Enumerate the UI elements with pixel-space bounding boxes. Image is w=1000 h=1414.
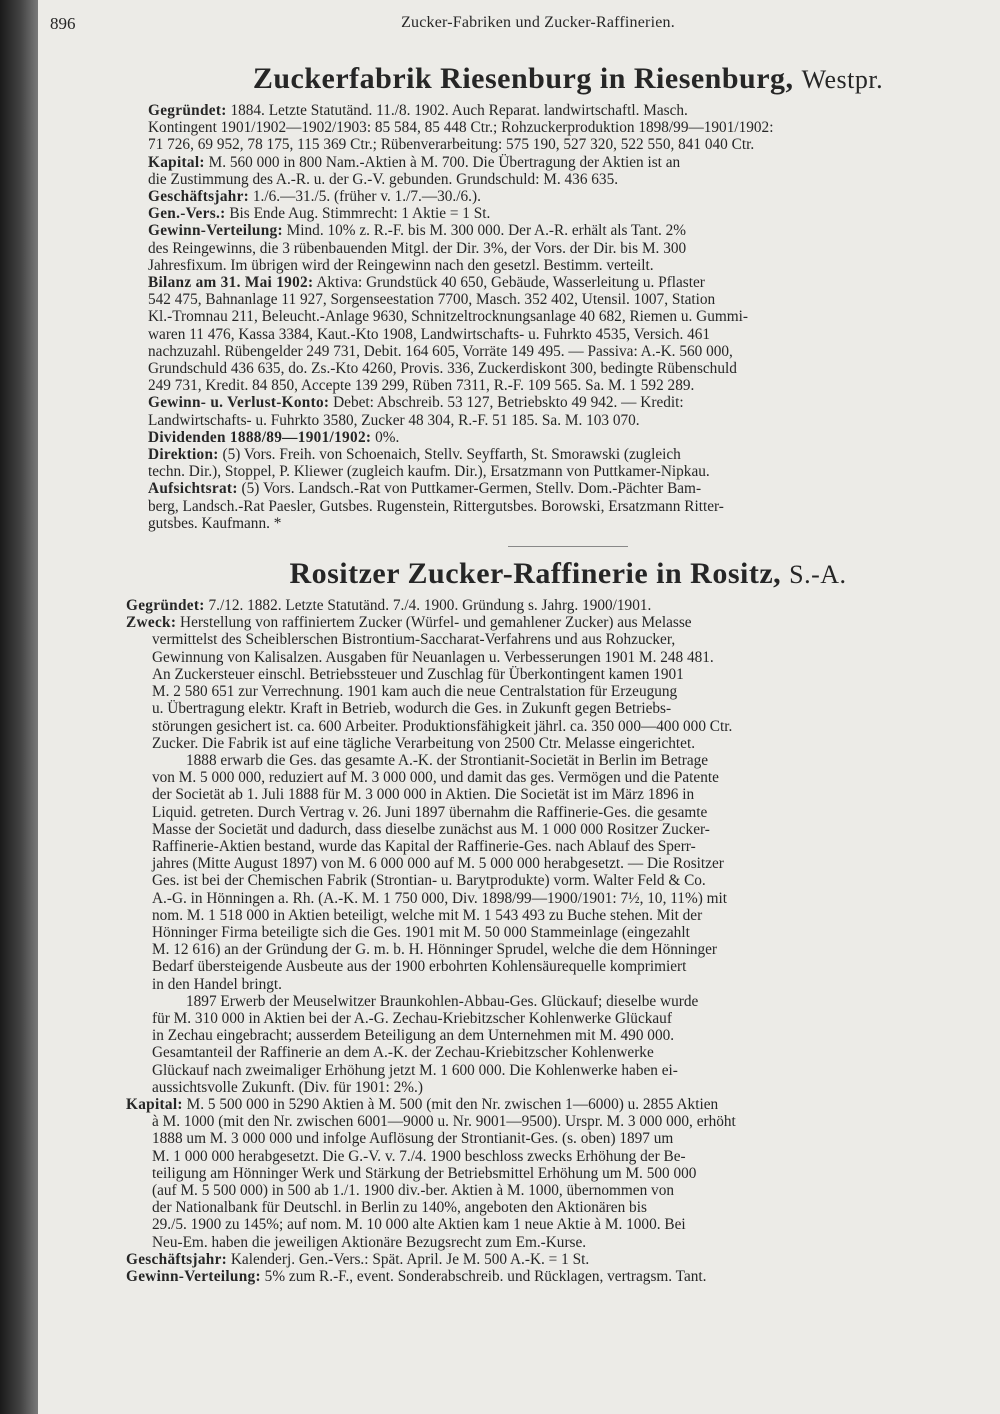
text-line [126, 1010, 998, 1027]
field-text: Bis Ende Aug. Stimmrecht: 1 Aktie = 1 St. [225, 205, 491, 223]
field-text: von M. 5 000 000, reduziert auf M. 3 000 000, und damit das ges. Vermögen und die Patente [152, 769, 719, 787]
entry-riesenburg [148, 102, 998, 532]
text-line [126, 890, 998, 907]
page-number: 896 [50, 14, 76, 33]
field-label: Aufsichtsrat: [148, 480, 238, 498]
text-line [148, 205, 998, 222]
field-text: M. 1 000 000 herabgesetzt. Die G.-V. v. 7./4. 1900 beschloss zwecks Erhöhung der Be- [152, 1147, 686, 1165]
company-title-rositz [138, 557, 998, 591]
text-line [126, 1182, 998, 1199]
text-line [148, 308, 998, 325]
text-line [126, 855, 998, 872]
company-name: Rositzer Zucker-Raffinerie in Rositz, [289, 557, 782, 591]
entry-rositz [126, 597, 998, 1285]
field-text: Herstellung von raffiniertem Zucker (Würfel- und gemahlener Zucker) aus Melasse [176, 614, 692, 632]
text-line [148, 429, 998, 446]
field-text: gutsbes. Kaufmann. * [148, 514, 282, 532]
text-line [126, 769, 998, 786]
text-line [126, 718, 998, 735]
field-text: vermittelst des Scheiblerschen Bistrontium-Saccharat-Verfahrens und aus Rohzucker, [152, 631, 676, 649]
field-text: M. 2 580 651 zur Verrechnung. 1901 kam auch die neue Centralstation für Erzeugung [152, 683, 678, 701]
field-text: à M. 1000 (mit den Nr. zwischen 6001—9000 u. Nr. 9001—9500). Urspr. M. 3 000 000, erhöht [152, 1113, 736, 1131]
field-text: die Zustimmung des A.-R. u. der G.-V. gebunden. Grundschuld: M. 436 635. [148, 170, 619, 188]
field-text: 7./12. 1882. Letzte Statutänd. 7./4. 1900. Gründung s. Jahrg. 1900/1901. [204, 597, 652, 615]
field-label: Geschäftsjahr: [126, 1250, 228, 1268]
field-text: A.-G. in Hönningen a. Rh. (A.-K. M. 1 750 000, Div. 1898/99—1900/1901: 7½, 10, 11%) mit [152, 889, 728, 907]
text-line [126, 838, 998, 855]
field-label: Gewinn-Verteilung: [126, 1268, 261, 1285]
field-text: (5) Vors. Freih. von Schoenaich, Stellv. Seyffarth, St. Smorawski (zugleich [218, 446, 681, 464]
field-text: der Societät ab 1. Juli 1888 für M. 3 000 000 in Aktien. Die Societät ist im März 1896 in [152, 786, 695, 804]
field-label: Kapital: [148, 153, 205, 171]
text-line [148, 188, 998, 205]
field-text: 1888 um M. 3 000 000 und infolge Auflösung der Strontianit-Ges. (s. oben) 1897 um [152, 1130, 674, 1148]
field-label: Direktion: [148, 446, 219, 464]
text-line [126, 683, 998, 700]
field-text: Zucker. Die Fabrik ist auf eine tägliche Verarbeitung von 2500 Ctr. Melasse eingerichtet. [152, 734, 696, 752]
field-text: waren 11 476, Kassa 3384, Kaut.-Kto 1908, Landwirtschafts- u. Fuhrkto 4535, Versich. 461 [148, 325, 711, 343]
text-line [126, 597, 998, 614]
text-line [126, 1216, 998, 1233]
text-line [126, 649, 998, 666]
text-line [148, 394, 998, 411]
text-line [148, 515, 998, 532]
text-line [126, 666, 998, 683]
field-label: Gegründet: [126, 597, 205, 615]
field-text: 1884. Letzte Statutänd. 11./8. 1902. Auch Reparat. landwirtschaftl. Masch. [226, 102, 688, 119]
field-text: störungen gesichert ist. ca. 600 Arbeiter. Produktionsfähigkeit jährl. ca. 350 000—400 000 Ctr. [152, 717, 733, 735]
page-content [50, 14, 998, 1285]
text-line [126, 993, 998, 1010]
text-line [126, 1165, 998, 1182]
field-text: 71 726, 69 952, 78 175, 115 369 Ctr.; Rübenverarbeitung: 575 190, 527 320, 522 550, 841 040 Ctr. [148, 136, 755, 154]
field-label: Bilanz am 31. Mai 1902: [148, 274, 314, 292]
text-line [126, 1079, 998, 1096]
field-text: techn. Dir.), Stoppel, P. Kliewer (zugleich kaufm. Dir.), Ersatzmann von Puttkamer-Nipkau. [148, 463, 710, 481]
text-line [126, 1251, 998, 1268]
text-line [126, 1234, 998, 1251]
field-text: M. 5 500 000 in 5290 Aktien à M. 500 (mit den Nr. zwischen 1—6000) u. 2855 Aktien [182, 1095, 719, 1113]
field-text: für M. 310 000 in Aktien bei der A.-G. Zechau-Kriebitzscher Kohlenwerke Glückauf [152, 1009, 672, 1027]
field-label: Gewinn-Verteilung: [148, 222, 283, 240]
text-line [126, 924, 998, 941]
book-binding [0, 0, 38, 1414]
text-line [148, 222, 998, 239]
text-line [148, 360, 998, 377]
text-line [126, 631, 998, 648]
text-line [148, 446, 998, 463]
text-line [148, 102, 998, 119]
text-line [126, 907, 998, 924]
field-text: Grundschuld 436 635, do. Zs.-Kto 4260, Provis. 336, Zuckerdiskont 300, bedingte Rübenschuld [148, 360, 737, 378]
field-text: An Zuckersteuer einschl. Betriebssteuer und Zuschlag für Überkontingent kamen 1901 [152, 665, 684, 683]
scanned-page [38, 0, 1000, 1414]
text-line [148, 154, 998, 171]
text-line [126, 1148, 998, 1165]
text-line [148, 257, 998, 274]
text-line [126, 976, 998, 993]
field-text: Hönninger Firma beteiligte sich die Ges. 1901 mit M. 50 000 Stammeinlage (eingezahlt [152, 923, 690, 941]
field-text: 542 475, Bahnanlage 11 927, Sorgenseestation 7700, Masch. 352 402, Utensil. 1007, Station [148, 291, 716, 309]
field-text: M. 560 000 in 800 Nam.-Aktien à M. 700. Die Übertragung der Aktien ist an [204, 153, 681, 171]
text-line [148, 136, 998, 153]
text-line [148, 498, 998, 515]
field-label: Gen.-Vers.: [148, 205, 226, 223]
field-text: 1897 Erwerb der Meuselwitzer Braunkohlen-Abbau-Ges. Glückauf; dieselbe wurde [186, 992, 699, 1010]
text-line [126, 614, 998, 631]
text-line [148, 377, 998, 394]
company-name: Zuckerfabrik Riesenburg in Riesenburg, [252, 62, 794, 95]
text-line [126, 735, 998, 752]
field-text: Aktiva: Grundstück 40 650, Gebäude, Wasserleitung u. Pflaster [313, 274, 705, 292]
field-text: in Zechau eingebracht; ausserdem Beteiligung an dem Unternehmen mit M. 490 000. [152, 1027, 675, 1045]
field-label: Gewinn- u. Verlust-Konto: [148, 394, 330, 412]
text-line [148, 463, 998, 480]
text-line [148, 240, 998, 257]
text-line [126, 958, 998, 975]
field-text: u. Übertragung elektr. Kraft in Betrieb, wodurch die Ges. in Zukunft gegen Betriebs- [152, 700, 672, 718]
field-text: 249 731, Kredit. 84 850, Accepte 139 299, Rüben 7311, R.-F. 109 565. Sa. M. 1 592 289. [148, 377, 695, 395]
field-text: in den Handel bringt. [152, 975, 282, 993]
field-label: Kapital: [126, 1095, 183, 1113]
text-line [126, 1062, 998, 1079]
field-text: 0%. [371, 428, 400, 446]
field-text: (auf M. 5 500 000) in 500 ab 1./1. 1900 div.-ber. Aktien à M. 1000, übernommen von [152, 1181, 675, 1199]
field-text: 5% zum R.-F., event. Sonderabschreib. und Rücklagen, vertragsm. Tant. [260, 1268, 707, 1285]
field-text: (5) Vors. Landsch.-Rat von Puttkamer-Germen, Stellv. Dom.-Pächter Bam- [237, 480, 702, 498]
field-text: berg, Landsch.-Rat Paesler, Gutsbes. Rugenstein, Rittergutsbes. Borowski, Ersatzmann Ritter- [148, 497, 724, 515]
text-line [126, 1130, 998, 1147]
company-location: S.-A. [789, 560, 847, 590]
company-location: Westpr. [801, 65, 884, 94]
running-title: Zucker-Fabriken und Zucker-Raffinerien. [401, 14, 675, 31]
text-line [126, 1268, 998, 1285]
field-text: Neu-Em. haben die jeweiligen Aktionäre Bezugsrecht zum Em.-Kurse. [152, 1233, 587, 1251]
field-text: Kalenderj. Gen.-Vers.: Spät. April. Je M. 500 A.-K. = 1 St. [227, 1250, 590, 1268]
text-line [126, 1113, 998, 1130]
field-text: Kontingent 1901/1902—1902/1903: 85 584, 85 448 Ctr.; Rohzuckerproduktion 1898/99—1901/1902: [148, 119, 774, 137]
field-text: Jahresfixum. Im übrigen wird der Reingewinn nach den gesetzl. Bestimm. verteilt. [148, 256, 654, 274]
field-text: aussichtsvolle Zukunft. (Div. für 1901: 2%.) [152, 1078, 423, 1096]
field-label: Zweck: [126, 614, 177, 632]
text-line [148, 291, 998, 308]
field-text: Gewinnung von Kalisalzen. Ausgaben für Neuanlagen u. Verbesserungen 1901 M. 248 481. [152, 648, 714, 666]
section-divider [508, 546, 628, 547]
text-line [148, 412, 998, 429]
field-text: Ges. ist bei der Chemischen Fabrik (Strontian- u. Barytprodukte) vorm. Walter Feld & Co. [152, 872, 706, 890]
field-text: Landwirtschafts- u. Fuhrkto 3580, Zucker 48 304, R.-F. 51 185. Sa. M. 103 070. [148, 411, 640, 429]
text-line [126, 804, 998, 821]
text-line [148, 171, 998, 188]
field-text: Masse der Societät und dadurch, dass dieselbe zunächst aus M. 1 000 000 Rositzer Zucker- [152, 820, 710, 838]
field-text: nom. M. 1 518 000 in Aktien beteiligt, welche mit M. 1 543 493 zu Buche stehen. Mit der [152, 906, 703, 924]
field-text: 1888 erwarb die Ges. das gesamte A.-K. der Strontianit-Societät in Berlin im Betrage [186, 751, 709, 769]
text-line [126, 1044, 998, 1061]
field-label: Geschäftsjahr: [148, 188, 250, 206]
field-text: Mind. 10% z. R.-F. bis M. 300 000. Der A.-R. erhält als Tant. 2% [282, 222, 687, 240]
field-text: Bedarf übersteigende Ausbeute aus der 1900 erbohrten Kohlensäurequelle komprimiert [152, 958, 687, 976]
text-line [126, 821, 998, 838]
field-text: der Nationalbank für Deutschl. in Berlin zu 140%, angeboten den Aktionären bis [152, 1199, 647, 1217]
text-line [126, 700, 998, 717]
field-text: 29./5. 1900 zu 145%; auf nom. M. 10 000 alte Aktien kam 1 neue Aktie à M. 1000. Bei [152, 1216, 686, 1234]
field-text: Liquid. getreten. Durch Vertrag v. 26. Juni 1897 übernahm die Raffinerie-Ges. die gesamte [152, 803, 708, 821]
text-line [148, 326, 998, 343]
text-line [126, 1096, 998, 1113]
field-label: Dividenden 1888/89—1901/1902: [148, 428, 372, 446]
text-line [148, 343, 998, 360]
field-text: teiligung am Hönninger Werk und Stärkung der Betriebsmittel Erhöhung um M. 500 000 [152, 1164, 697, 1182]
field-text: Raffinerie-Aktien bestand, wurde das Kapital der Raffinerie-Ges. nach Ablauf des Sperr- [152, 837, 696, 855]
field-label: Gegründet: [148, 102, 227, 119]
field-text: nachzuzahl. Rübengelder 249 731, Debit. 164 605, Vorräte 149 495. — Passiva: A.-K. 560 000, [148, 342, 733, 360]
field-text: Gesamtanteil der Raffinerie an dem A.-K. der Zechau-Kriebitzscher Kohlenwerke [152, 1044, 654, 1062]
text-line [148, 119, 998, 136]
text-line [126, 872, 998, 889]
field-text: Kl.-Tromnau 211, Beleucht.-Anlage 9630, Schnitzeltrocknungsanlage 40 682, Riemen u. Gummi- [148, 308, 749, 326]
text-line [126, 786, 998, 803]
field-text: Glückauf nach zweimaliger Erhöhung jetzt M. 1 600 000. Die Kohlenwerke haben ei- [152, 1061, 678, 1079]
company-title-riesenburg [138, 62, 998, 96]
text-line [126, 941, 998, 958]
field-text: M. 12 616) an der Gründung der G. m. b. H. Hönninger Sprudel, welche die dem Hönninger [152, 941, 718, 959]
text-line [148, 480, 998, 497]
text-line [126, 752, 998, 769]
field-text: jahres (Mitte August 1897) von M. 6 000 000 auf M. 5 000 000 herabgesetzt. — Die Rositzer [152, 855, 724, 873]
field-text: 1./6.—31./5. (früher v. 1./7.—30./6.). [249, 188, 481, 206]
text-line [148, 274, 998, 291]
text-line [126, 1199, 998, 1216]
field-text: Debet: Abschreib. 53 127, Betriebskto 49 942. — Kredit: [329, 394, 684, 412]
text-line [126, 1027, 998, 1044]
field-text: des Reingewinns, die 3 rübenbauenden Mitgl. der Dir. 3%, der Vors. der Dir. bis M. 300 [148, 239, 687, 257]
